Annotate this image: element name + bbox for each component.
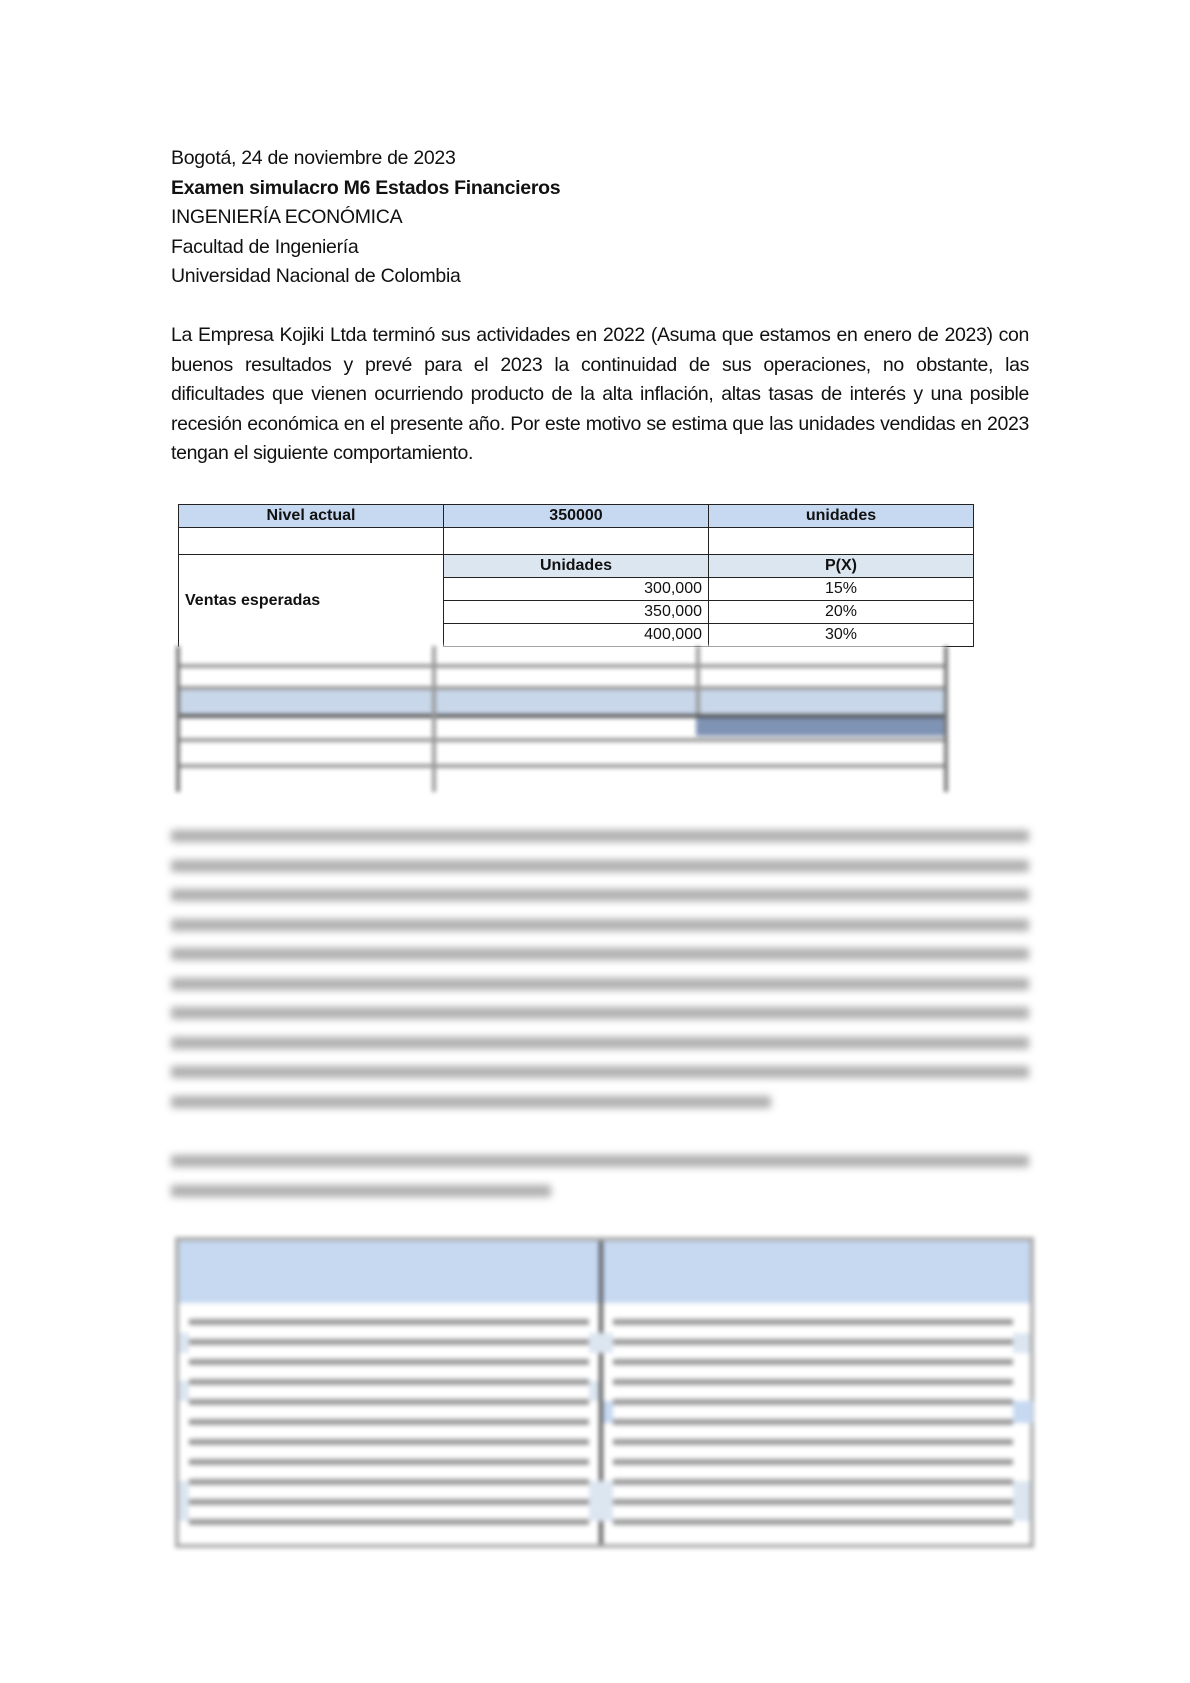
document-header: [171, 144, 560, 292]
units-header: Unidades: [444, 555, 709, 578]
level-unit: unidades: [709, 505, 974, 528]
table-row: [179, 528, 974, 555]
exam-title: Examen simulacro M6 Estados Financieros: [171, 176, 561, 199]
table-row: 350,000 20%: [179, 601, 974, 624]
course-name: INGENIERÍA ECONÓMICA: [171, 206, 403, 228]
probability-header: P(X): [709, 555, 974, 578]
table-row: 300,000 15%: [179, 578, 974, 601]
intro-paragraph: La Empresa Kojiki Ltda terminó sus actividades en 2022 (Asuma que estamos en enero de 2023) con buenos resultados y prevé para el 2023 la continuidad de sus operaciones, no obstante, las dificultades que vienen ocurriendo producto de la alta inflación, altas tasas de interés y una posible recesión económica en el presente año. Por este motivo se estima que las unidades vendidas en 2023 tengan el siguiente comportamiento.: [171, 324, 1029, 464]
date-line: Bogotá, 24 de noviembre de 2023: [171, 147, 456, 169]
faculty-name: Facultad de Ingeniería: [171, 235, 359, 258]
level-label: Nivel actual: [179, 505, 444, 528]
blurred-balance-sheet: [175, 1237, 1034, 1548]
table-row: [179, 555, 974, 578]
level-value: 350000: [444, 505, 709, 528]
table-row: [179, 505, 974, 528]
blurred-table-section: [176, 646, 948, 792]
expected-sales-label: Ventas esperadas: [179, 555, 444, 647]
university-name: Universidad Nacional de Colombia: [171, 265, 461, 287]
table-row: 400,000 30%: [179, 624, 974, 647]
expected-sales-table: [178, 504, 974, 647]
